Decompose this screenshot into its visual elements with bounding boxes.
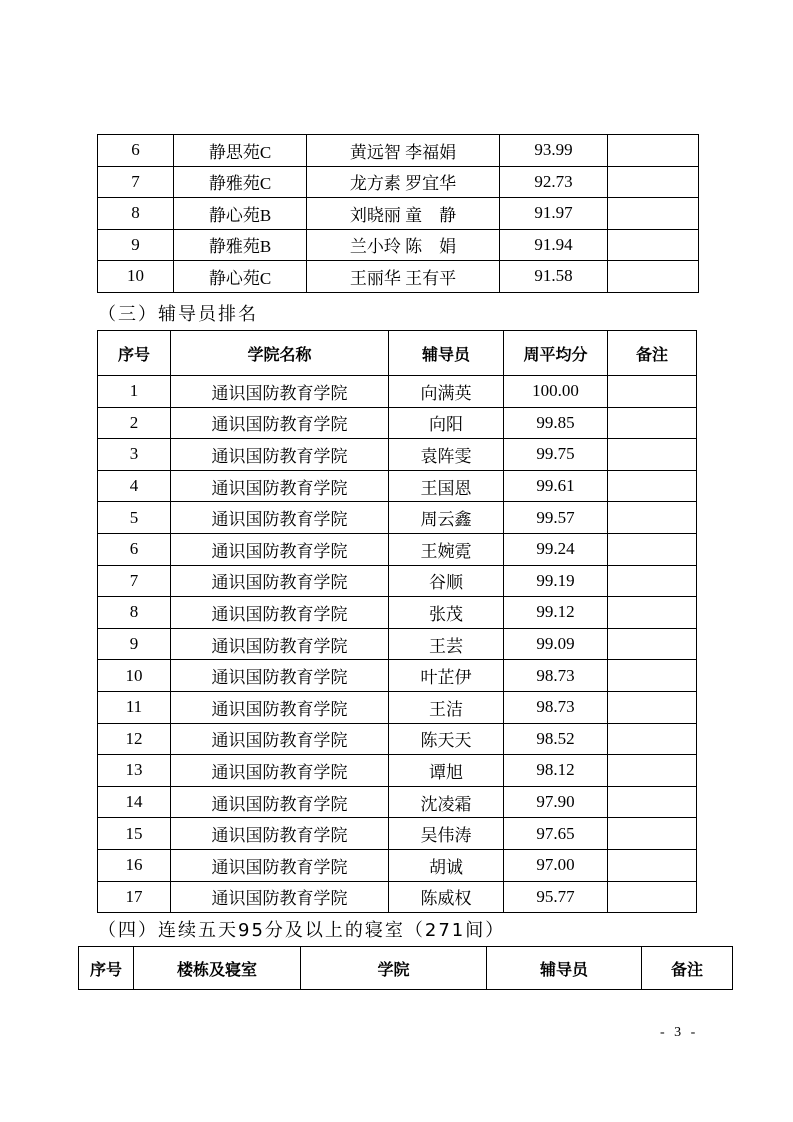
row-number: 6 (98, 135, 174, 167)
score-cell: 97.90 (504, 786, 608, 818)
header-score: 周平均分 (504, 331, 608, 376)
building-cell: 静雅苑B (174, 229, 307, 261)
tutor-cell: 向阳 (389, 407, 504, 439)
row-number: 9 (98, 628, 171, 660)
score-cell: 91.58 (500, 261, 608, 293)
header-college: 学院名称 (171, 331, 389, 376)
section-heading-tutor-ranking: （三）辅导员排名 (98, 304, 258, 325)
score-cell: 91.97 (500, 198, 608, 230)
note-cell (608, 660, 697, 692)
college-cell: 通识国防教育学院 (171, 628, 389, 660)
score-cell: 97.65 (504, 818, 608, 850)
table-row (98, 818, 697, 850)
header-note: 备注 (608, 331, 697, 376)
note-cell (608, 723, 697, 755)
row-number: 8 (98, 198, 174, 230)
tutor-cell: 王洁 (389, 691, 504, 723)
college-cell: 通识国防教育学院 (171, 597, 389, 629)
table-row (98, 376, 697, 408)
row-number: 7 (98, 565, 171, 597)
header-no: 序号 (79, 947, 134, 990)
table-row (98, 565, 697, 597)
row-number: 14 (98, 786, 171, 818)
row-number: 3 (98, 439, 171, 471)
college-cell: 通识国防教育学院 (171, 660, 389, 692)
table-row (98, 755, 697, 787)
score-cell: 99.09 (504, 628, 608, 660)
college-cell: 通识国防教育学院 (171, 565, 389, 597)
college-cell: 通识国防教育学院 (171, 533, 389, 565)
table-row (98, 723, 697, 755)
row-number: 15 (98, 818, 171, 850)
note-cell (608, 755, 697, 787)
tutor-cell: 王国恩 (389, 470, 504, 502)
tutor-cell: 周云鑫 (389, 502, 504, 534)
note-cell (608, 166, 699, 198)
header-college: 学院 (301, 947, 487, 990)
tutor-cell: 向满英 (389, 376, 504, 408)
table-row (98, 261, 699, 293)
table-row (98, 407, 697, 439)
note-cell (608, 439, 697, 471)
score-cell: 99.24 (504, 533, 608, 565)
tutor-cell: 胡诚 (389, 849, 504, 881)
score-cell: 100.00 (504, 376, 608, 408)
table-row (98, 229, 699, 261)
score-cell: 98.52 (504, 723, 608, 755)
college-cell: 通识国防教育学院 (171, 470, 389, 502)
table-row (98, 849, 697, 881)
table-row (98, 881, 697, 913)
row-number: 7 (98, 166, 174, 198)
score-cell: 98.73 (504, 691, 608, 723)
tutors-cell: 兰小玲 陈 娟 (307, 229, 500, 261)
tutor-cell: 王婉霓 (389, 533, 504, 565)
row-number: 9 (98, 229, 174, 261)
tutor-cell: 陈天天 (389, 723, 504, 755)
table-header-row (98, 331, 697, 376)
building-cell: 静心苑B (174, 198, 307, 230)
note-cell (608, 786, 697, 818)
row-number: 13 (98, 755, 171, 787)
college-cell: 通识国防教育学院 (171, 881, 389, 913)
row-number: 10 (98, 660, 171, 692)
tutor-cell: 王芸 (389, 628, 504, 660)
college-cell: 通识国防教育学院 (171, 502, 389, 534)
table-row (98, 439, 697, 471)
table-row (98, 628, 697, 660)
note-cell (608, 597, 697, 629)
tutor-cell: 谭旭 (389, 755, 504, 787)
table-row (98, 135, 699, 167)
college-cell: 通识国防教育学院 (171, 407, 389, 439)
score-cell: 98.12 (504, 755, 608, 787)
table-row (98, 786, 697, 818)
row-number: 8 (98, 597, 171, 629)
college-cell: 通识国防教育学院 (171, 849, 389, 881)
table-row (98, 502, 697, 534)
college-cell: 通识国防教育学院 (171, 818, 389, 850)
note-cell (608, 691, 697, 723)
note-cell (608, 198, 699, 230)
building-cell: 静雅苑C (174, 166, 307, 198)
table-row (98, 691, 697, 723)
score-cell: 99.57 (504, 502, 608, 534)
row-number: 1 (98, 376, 171, 408)
tutor-cell: 谷顺 (389, 565, 504, 597)
tutors-cell: 黄远智 李福娟 (307, 135, 500, 167)
tutors-cell: 王丽华 王有平 (307, 261, 500, 293)
note-cell (608, 135, 699, 167)
table-row (98, 198, 699, 230)
note-cell (608, 261, 699, 293)
tutor-ranking-table (97, 330, 697, 913)
building-cell: 静思苑C (174, 135, 307, 167)
dorm-streak-table (78, 946, 733, 990)
row-number: 5 (98, 502, 171, 534)
note-cell (608, 628, 697, 660)
note-cell (608, 533, 697, 565)
row-number: 16 (98, 849, 171, 881)
section-heading-dorm-streak: （四）连续五天95分及以上的寝室（271间） (98, 920, 506, 941)
table-row (98, 533, 697, 565)
college-cell: 通识国防教育学院 (171, 376, 389, 408)
tutor-cell: 陈威权 (389, 881, 504, 913)
table-row (98, 166, 699, 198)
header-note: 备注 (642, 947, 733, 990)
tutor-cell: 袁阵雯 (389, 439, 504, 471)
note-cell (608, 376, 697, 408)
score-cell: 91.94 (500, 229, 608, 261)
row-number: 2 (98, 407, 171, 439)
tutor-cell: 沈凌霜 (389, 786, 504, 818)
note-cell (608, 470, 697, 502)
note-cell (608, 818, 697, 850)
note-cell (608, 849, 697, 881)
score-cell: 99.75 (504, 439, 608, 471)
score-cell: 98.73 (504, 660, 608, 692)
score-cell: 95.77 (504, 881, 608, 913)
row-number: 6 (98, 533, 171, 565)
row-number: 17 (98, 881, 171, 913)
college-cell: 通识国防教育学院 (171, 755, 389, 787)
header-building: 楼栋及寝室 (134, 947, 301, 990)
note-cell (608, 502, 697, 534)
tutor-cell: 叶芷伊 (389, 660, 504, 692)
table-row (98, 660, 697, 692)
college-cell: 通识国防教育学院 (171, 439, 389, 471)
row-number: 4 (98, 470, 171, 502)
dormitory-ranking-table-continued (97, 134, 699, 293)
row-number: 12 (98, 723, 171, 755)
college-cell: 通识国防教育学院 (171, 786, 389, 818)
note-cell (608, 565, 697, 597)
table-row (98, 470, 697, 502)
college-cell: 通识国防教育学院 (171, 691, 389, 723)
score-cell: 97.00 (504, 849, 608, 881)
score-cell: 93.99 (500, 135, 608, 167)
score-cell: 99.12 (504, 597, 608, 629)
score-cell: 99.61 (504, 470, 608, 502)
score-cell: 99.19 (504, 565, 608, 597)
note-cell (608, 229, 699, 261)
score-cell: 99.85 (504, 407, 608, 439)
row-number: 11 (98, 691, 171, 723)
row-number: 10 (98, 261, 174, 293)
tutor-cell: 吴伟涛 (389, 818, 504, 850)
building-cell: 静心苑C (174, 261, 307, 293)
header-tutor: 辅导员 (389, 331, 504, 376)
note-cell (608, 881, 697, 913)
note-cell (608, 407, 697, 439)
page-number: - 3 - (660, 1025, 699, 1040)
tutors-cell: 龙方素 罗宜华 (307, 166, 500, 198)
table-row (98, 597, 697, 629)
tutors-cell: 刘晓丽 童 静 (307, 198, 500, 230)
tutor-cell: 张茂 (389, 597, 504, 629)
score-cell: 92.73 (500, 166, 608, 198)
college-cell: 通识国防教育学院 (171, 723, 389, 755)
header-no: 序号 (98, 331, 171, 376)
table-header-row (79, 947, 733, 990)
header-tutor: 辅导员 (487, 947, 642, 990)
